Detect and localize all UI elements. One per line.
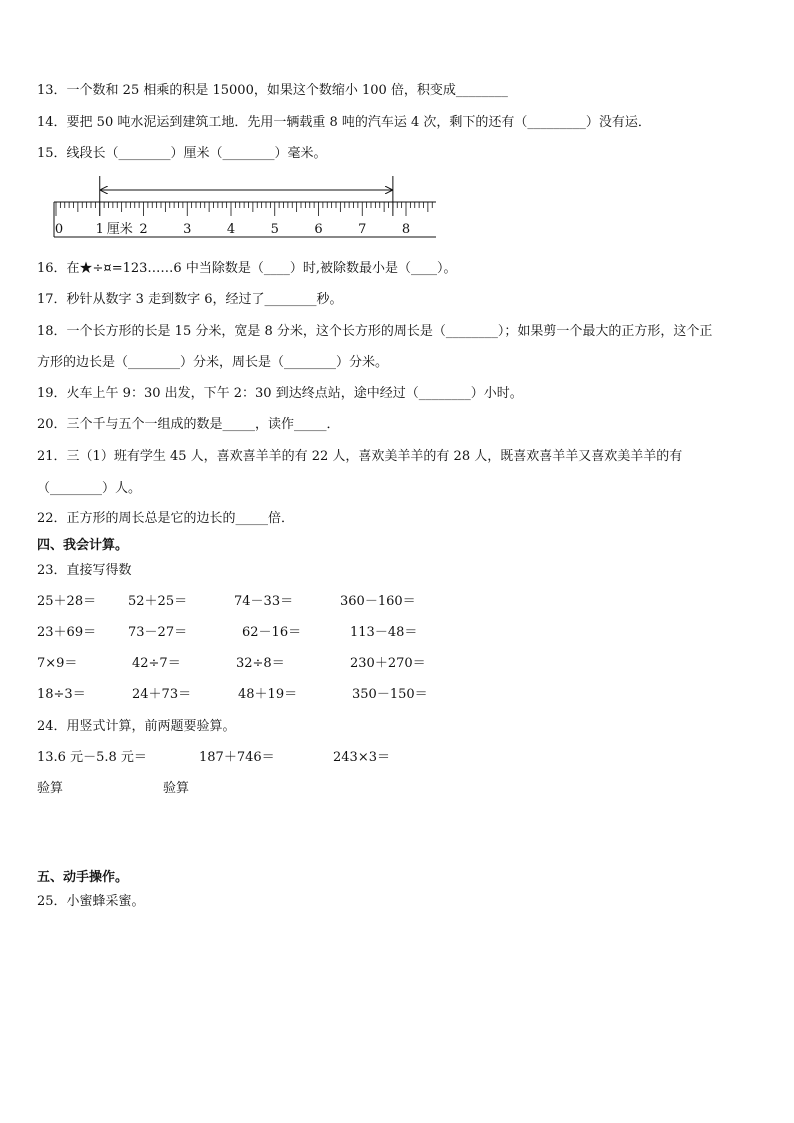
ruler-number: 3	[183, 222, 192, 237]
question-14: 14．要把 50 吨水泥运到建筑工地．先用一辆载重 8 吨的汽车运 4 次，剩下的还有（_________）没有运．	[37, 115, 651, 130]
question-23: 23．直接写得数	[37, 563, 132, 578]
question-18-line-2: 方形的边长是（________）分米，周长是（________）分米。	[37, 355, 389, 370]
calc-item: 62－16＝	[242, 625, 302, 640]
question-22: 22．正方形的周长总是它的边长的_____倍．	[37, 511, 295, 526]
calc-item: 23＋69＝	[37, 625, 97, 640]
question-15: 15．线段长（________）厘米（________）毫米。	[37, 146, 327, 161]
calc-item: 73－27＝	[128, 625, 188, 640]
calc-item: 74－33＝	[234, 594, 294, 609]
ruler-number: 5	[270, 222, 279, 237]
ruler-figure	[48, 174, 448, 242]
ruler-number: 2	[139, 222, 148, 237]
question-19: 19．火车上午 9：30 出发，下午 2：30 到达终点站，途中经过（________）小时。	[37, 386, 523, 401]
vertical-calc-item: 187＋746＝	[199, 750, 275, 765]
calc-item: 113－48＝	[350, 625, 418, 640]
vertical-calc-item: 13.6 元－5.8 元＝	[37, 750, 147, 765]
question-16: 16．在★÷¤=123……6 中当除数是（____）时,被除数最小是（____）。	[37, 261, 457, 276]
calc-item: 52＋25＝	[128, 594, 188, 609]
calc-item: 48＋19＝	[238, 687, 298, 702]
question-13: 13．一个数和 25 相乘的积是 15000，如果这个数缩小 100 倍，积变成________	[37, 83, 508, 98]
ruler-number: 8	[401, 222, 411, 237]
question-21-line-2: （________）人。	[37, 481, 142, 496]
section-5-title: 五、动手操作。	[37, 870, 129, 885]
question-18-line-1: 18．一个长方形的长是 15 分米，宽是 8 分米，这个长方形的周长是（________）；如果剪一个最大的正方形，这个正	[37, 324, 713, 339]
ruler-number: 1	[95, 222, 104, 237]
ruler-number: 0	[54, 222, 64, 237]
question-21-line-1: 21．三（1）班有学生 45 人，喜欢喜羊羊的有 22 人，喜欢美羊羊的有 28 人，既喜欢喜羊羊又喜欢美羊羊的有	[37, 449, 683, 464]
section-4-title: 四、我会计算。	[37, 538, 129, 553]
vertical-calc-item: 243×3＝	[333, 750, 390, 765]
ruler-number: 4	[226, 222, 236, 237]
calc-item: 230＋270＝	[350, 656, 426, 671]
ruler-unit-label: 厘米	[106, 222, 133, 237]
calc-item: 32÷8＝	[236, 656, 285, 671]
calc-item: 350－150＝	[352, 687, 428, 702]
question-20: 20．三个千与五个一组成的数是_____，读作_____．	[37, 417, 340, 432]
ruler-number: 7	[358, 222, 367, 237]
calc-item: 24＋73＝	[132, 687, 192, 702]
calc-item: 360－160＝	[340, 594, 416, 609]
check-label: 验算	[163, 781, 190, 796]
ruler-number: 6	[314, 222, 323, 237]
question-25: 25．小蜜蜂采蜜。	[37, 894, 145, 909]
calc-item: 18÷3＝	[37, 687, 86, 702]
question-24: 24．用竖式计算，前两题要验算。	[37, 719, 236, 734]
calc-item: 42÷7＝	[132, 656, 181, 671]
check-label: 验算	[37, 781, 64, 796]
calc-item: 25＋28＝	[37, 594, 97, 609]
calc-item: 7×9＝	[37, 656, 78, 671]
question-17: 17．秒针从数字 3 走到数字 6，经过了________秒。	[37, 292, 343, 307]
